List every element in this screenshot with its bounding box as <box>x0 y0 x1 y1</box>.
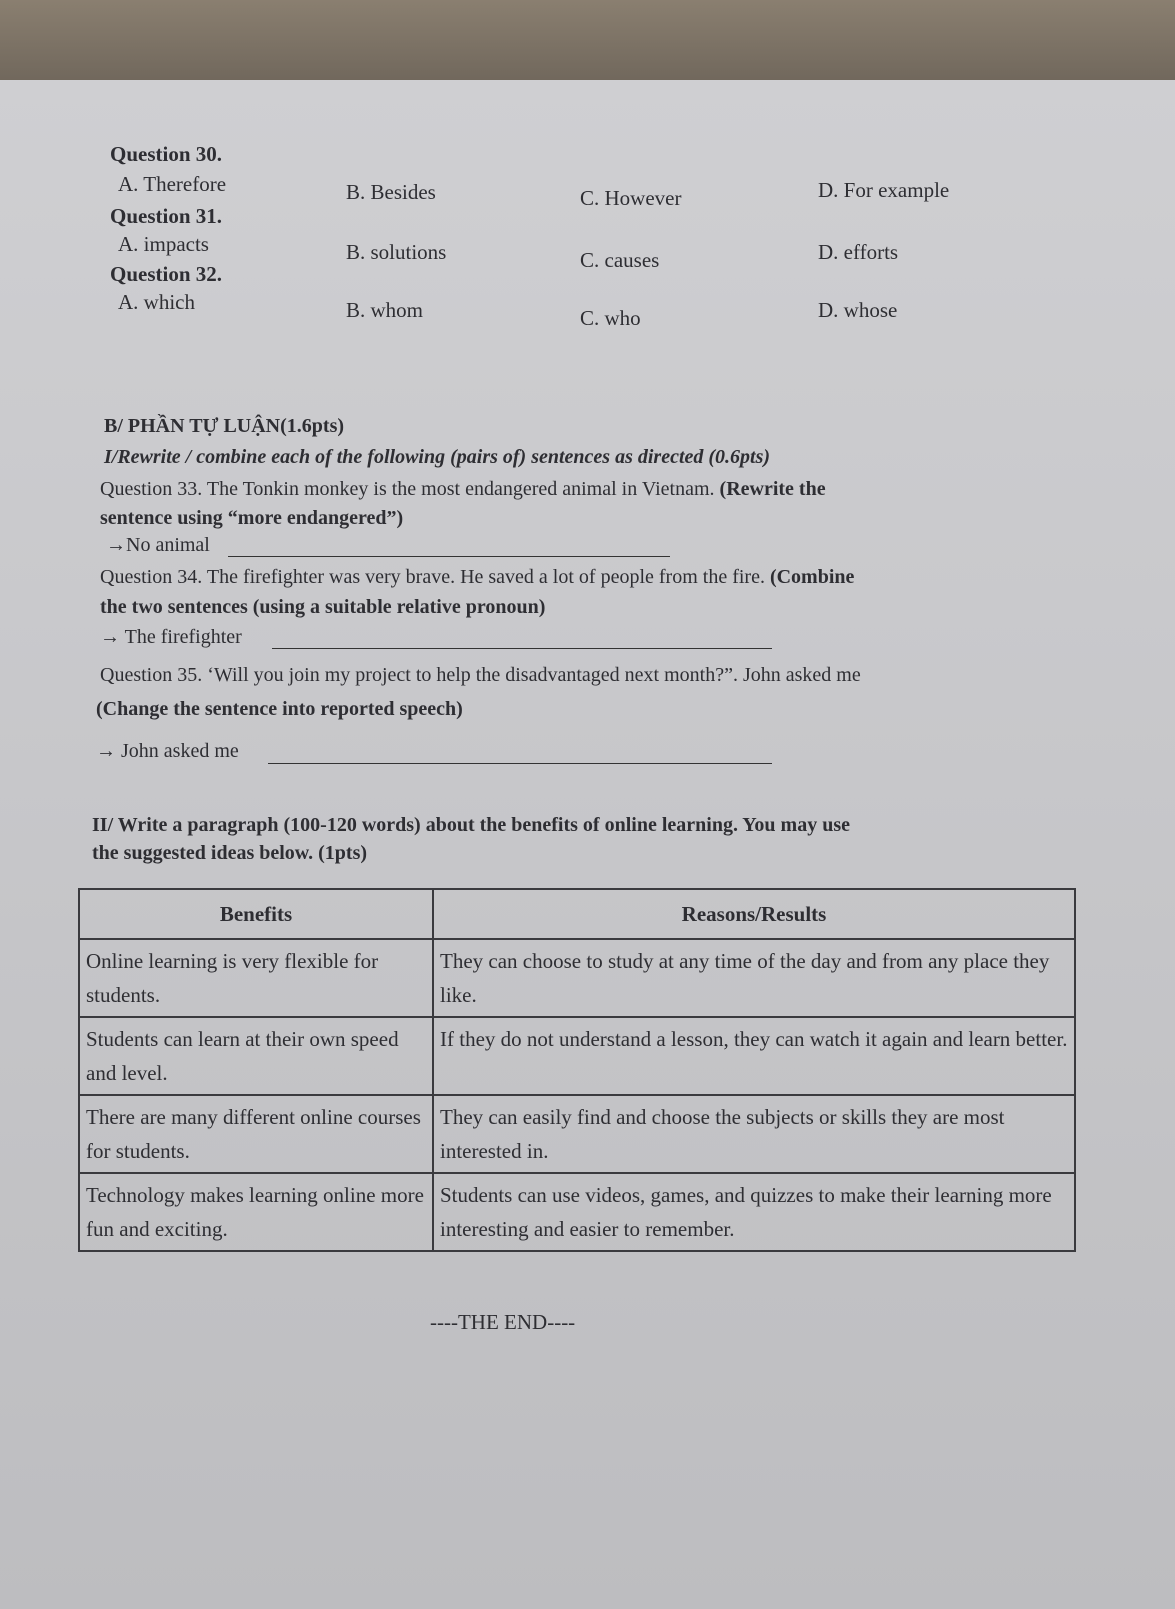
q34-sentence: Question 34. The firefighter was very brave. He saved a lot of people from the fire. <box>100 566 770 588</box>
table-row <box>79 1095 1075 1173</box>
section-1-title: I/Rewrite / combine each of the following (pairs of) sentences as directed (0.6pts) <box>104 446 771 468</box>
q33-answer-prompt: →No animal <box>106 534 210 556</box>
question-35-text: Question 35. ‘Will you join my project to help the disadvantaged next month?”. John asked me <box>100 664 861 686</box>
question-31-label: Question 31. <box>110 204 223 228</box>
table-row <box>79 1017 1075 1095</box>
q34-instruction: (Combine <box>769 566 855 588</box>
table-row <box>79 939 1075 1017</box>
q35-answer-line[interactable] <box>268 763 772 764</box>
header-reasons: Reasons/Results <box>433 889 1075 939</box>
section-2-title: II/ Write a paragraph (100-120 words) about the benefits of online learning. You may use <box>92 814 850 836</box>
q33-instruction: (Rewrite the <box>719 478 826 500</box>
q30-option-b: B. Besides <box>346 180 436 204</box>
table-row <box>79 1173 1075 1251</box>
reason-cell: Students can use videos, games, and quizzes to make their learning more interesting and easier to remember. <box>433 1173 1075 1251</box>
q35-instruction: (Change the sentence into reported speech) <box>96 698 463 720</box>
the-end-footer: ----THE END---- <box>430 1310 576 1334</box>
header-benefits: Benefits <box>79 889 433 939</box>
benefit-cell: Online learning is very flexible for students. <box>79 939 433 1017</box>
q34-answer-line[interactable] <box>272 648 772 649</box>
q34-answer-prompt: → The firefighter <box>100 626 242 648</box>
q31-option-c: C. causes <box>580 248 660 272</box>
table-header-row <box>79 889 1075 939</box>
benefit-cell: Students can learn at their own speed and level. <box>79 1017 433 1095</box>
question-32-label: Question 32. <box>110 262 223 286</box>
question-34-text <box>100 566 854 589</box>
q31-option-b: B. solutions <box>346 240 447 264</box>
q32-option-d: D. whose <box>818 298 898 322</box>
q32-option-b: B. whom <box>346 298 424 322</box>
benefit-cell: There are many different online courses for students. <box>79 1095 433 1173</box>
q31-option-d: D. efforts <box>818 240 899 264</box>
q33-answer-line[interactable] <box>228 556 670 557</box>
q34-instruction-cont: the two sentences (using a suitable relative pronoun) <box>100 596 546 618</box>
section-2-title-cont: the suggested ideas below. (1pts) <box>92 842 368 864</box>
reason-cell: They can easily find and choose the subjects or skills they are most interested in. <box>433 1095 1075 1173</box>
q30-option-a: A. Therefore <box>118 172 227 196</box>
q33-instruction-cont: sentence using “more endangered”) <box>100 507 404 529</box>
q32-option-c: C. who <box>580 306 641 330</box>
benefit-cell: Technology makes learning online more fun and exciting. <box>79 1173 433 1251</box>
q31-option-a: A. impacts <box>118 232 209 256</box>
q32-option-a: A. which <box>118 290 195 314</box>
q30-option-d: D. For example <box>818 178 950 202</box>
suggested-ideas-table <box>78 888 1076 1252</box>
q30-option-c: C. However <box>580 186 682 210</box>
question-33-text <box>100 478 826 501</box>
question-30-label: Question 30. <box>110 142 223 166</box>
reason-cell: If they do not understand a lesson, they can watch it again and learn better. <box>433 1017 1075 1095</box>
reason-cell: They can choose to study at any time of the day and from any place they like. <box>433 939 1075 1017</box>
q35-answer-prompt: → John asked me <box>96 740 239 762</box>
part-b-title: B/ PHẦN TỰ LUẬN(1.6pts) <box>104 415 345 437</box>
background-surface <box>0 0 1175 90</box>
q33-sentence: Question 33. The Tonkin monkey is the most endangered animal in Vietnam. <box>100 478 720 500</box>
